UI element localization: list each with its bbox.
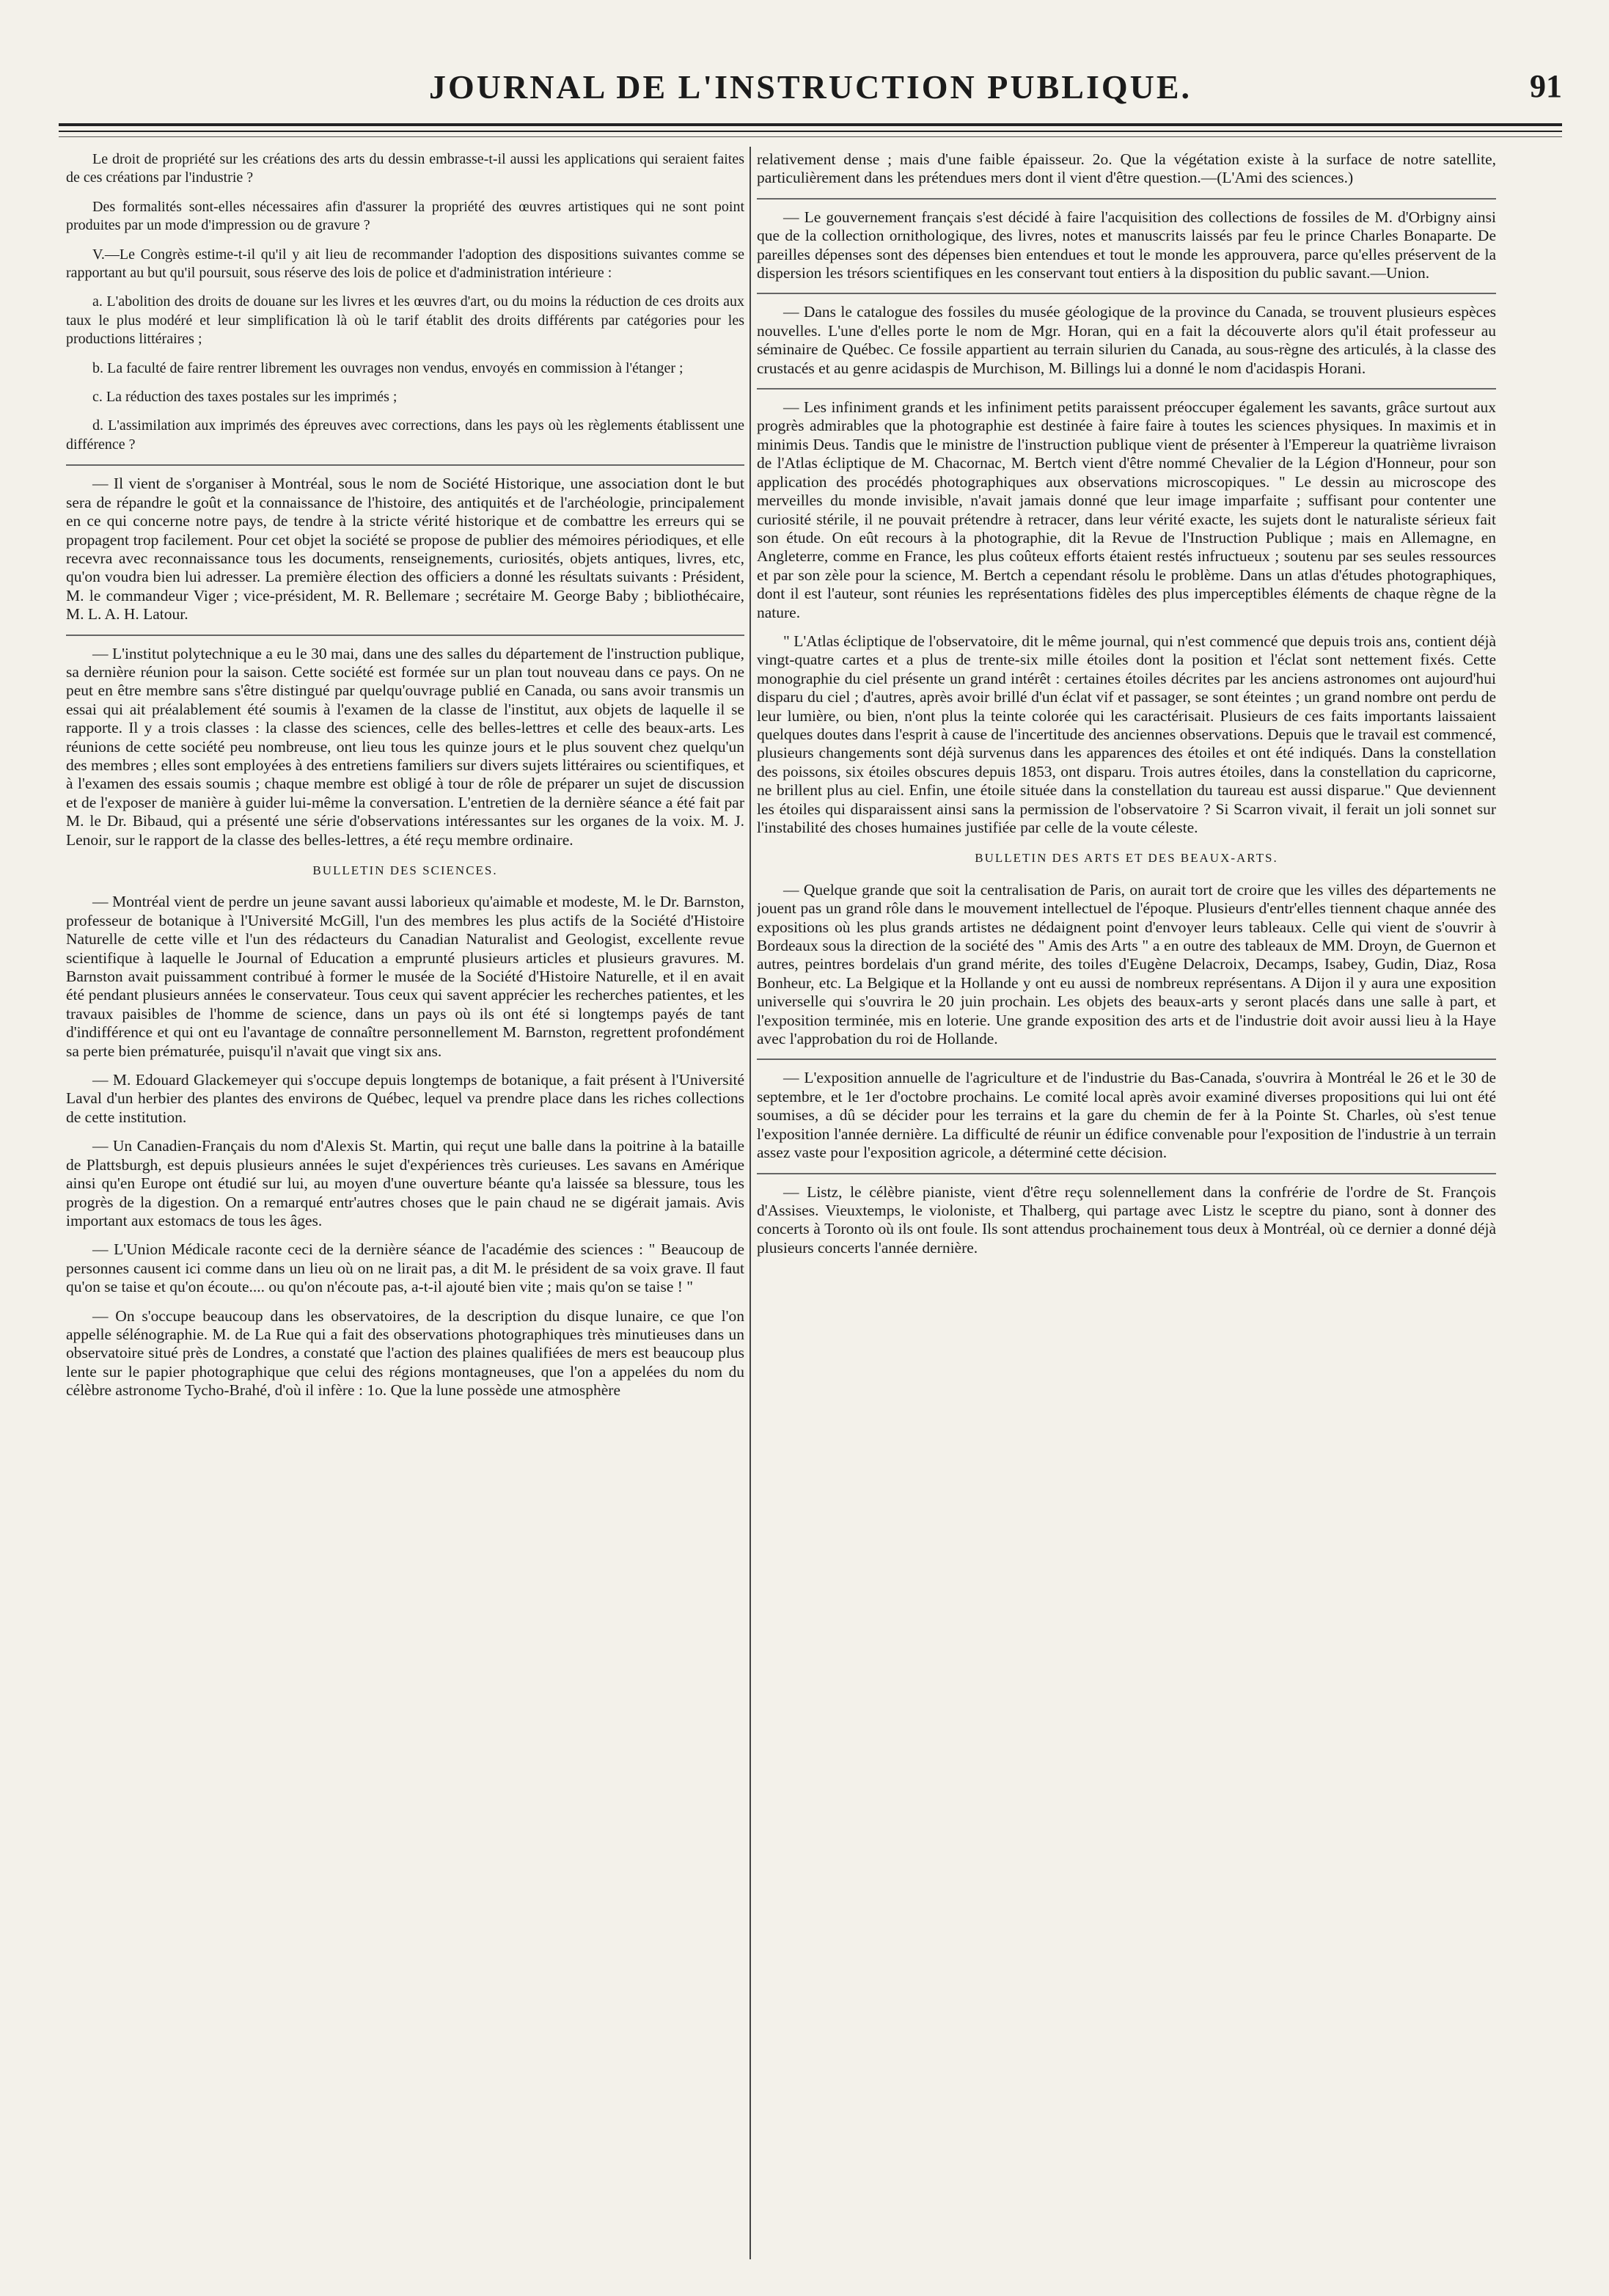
article-paragraph: — Dans le catalogue des fossiles du musée géologique de la province du Canada, se trouvent plusieurs espèces nouvelles. L'une d'elles porte le nom de Mgr. Horan, qui en a fait la découverte alors qu'il était professeur au séminaire de Québec. Ce fossile appartient au terrain silurien du Canada, au sous-règne des articulés, à la classe des crustacés et au genre acidaspis de Murchison, M. Billings lui a donné le nom d'acidaspis Horani. [757, 303, 1496, 377]
section-separator [66, 464, 744, 466]
section-separator [757, 198, 1496, 200]
article-paragraph: d. L'assimilation aux imprimés des épreuves avec corrections, dans les pays où les règlements établissent une différence ? [66, 417, 744, 453]
article-paragraph: — Montréal vient de perdre un jeune savant aussi laborieux qu'aimable et modeste, M. le Dr. Barnston, professeur de botanique à l'Université McGill, l'un des membres les plus actifs de la Société d'Histoire Naturelle de cette ville et l'un des rédacteurs du Canadian Naturalist and Geologist, excellente revue scientifique à laquelle le Journal of Education a emprunté plusieurs articles et plusieurs gravures. M. Barnston avait puissamment contribué à former le musée de la Société d'Histoire Naturelle, et il en avait été pendant plusieurs années le conservateur. Tous ceux qui savent apprécier les recherches patientes, et les travaux paisibles de l'homme de science, dans un pays où ils ont été si longtemps payés de tant d'indifférence et qui ont eu l'avantage de connaître personnellement M. Barnston, regrettent profondément sa perte bien prématurée, puisqu'il n'avait que vingt six ans. [66, 893, 744, 1060]
article-paragraph: — L'Union Médicale raconte ceci de la dernière séance de l'académie des sciences : " Beaucoup de personnes causent ici comme dans un lieu où on ne lirait pas, a dit M. le président de sa voix grave. Il faut qu'on se taise et qu'on écoute.... ou qu'on n'écoute pas, a-t-il ajouté bien vite ; mais qu'on se taise ! " [66, 1240, 744, 1296]
right-column [757, 150, 1496, 2263]
page-number: 91 [1530, 68, 1562, 104]
article-paragraph: " L'Atlas écliptique de l'observatoire, dit le même journal, qui n'est commencé que depuis trois ans, contient déjà vingt-quatre cartes et a plus de trente-six mille étoiles dont la position et l'éclat sont nettement fixés. Cette monographie du ciel présente un grand intérêt : certaines étoiles décrites par les anciens astronomes ont aujourd'hui disparu du ciel ; d'autres, après avoir brillé d'un éclat vif et passager, se sont éteintes ; un grand nombre ont perdu de leur lumière, ou bien, n'ont plus la teinte colorée qui les caractérisait. Plusieurs de ces faits importants laissaient quelques doutes dans l'esprit à cause de l'incertitude des anciennes observations. Depuis que le travail est commencé, plusieurs changements sont déjà survenus dans les apparences des étoiles et ont été indiqués. Dans la constellation des poissons, six étoiles obscures depuis 1853, ont disparu. Trois autres étoiles, dans la constellation du capricorne, ne brillent plus au ciel. Enfin, une étoile située dans la constellation du taureau est aussi disparue." Que deviennent les étoiles qui disparaissent ainsi sans la permission de l'observatoire ? Si Scarron vivait, il ferait un joli sonnet sur l'instabilité des choses humaines justifiée par celle de la voute céleste. [757, 632, 1496, 836]
section-separator [66, 635, 744, 636]
header-rule-thin [59, 131, 1562, 132]
section-heading: BULLETIN DES ARTS ET DES BEAUX-ARTS. [975, 851, 1278, 866]
header-rule-hair [59, 136, 1562, 137]
article-paragraph: — L'institut polytechnique a eu le 30 mai, dans une des salles du département de l'instruction publique, sa dernière réunion pour la saison. Cette société est formée sur un plan tout nouveau dans ce pays. On ne peut en être membre sans s'être distingué par quelqu'ouvrage publié en Canada, ou sans avoir transmis un essai qui ait préalablement été soumis à l'examen de la classe de l'institut, aux objets de laquelle il se rapporte. Il y a trois classes : la classe des sciences, celle des belles-lettres et celle des beaux-arts. Les réunions de cette société peu nombreuse, ont lieu tous les quinze jours et le plus souvent chez quelqu'un des membres ; elles sont employées à des entretiens familiers sur divers sujets littéraires ou scientifiques, et à l'examen des essais soumis ; chaque membre est obligé à tour de rôle de préparer un sujet de discussion et de l'exposer de manière à guider lui-même la conversation. L'entretien de la dernière séance a été fait par M. le Dr. Bibaud, qui a présenté une série d'observations intéressantes sur les organes de la voix. M. J. Lenoir, sur le rapport de la classe des belles-lettres, a été reçu membre ordinaire. [66, 644, 744, 849]
article-paragraph: V.—Le Congrès estime-t-il qu'il y ait lieu de recommander l'adoption des dispositions suivantes comme se rapportant au but qu'il poursuit, sous réserve des lois de police et d'administration intérieure : [66, 246, 744, 282]
article-paragraph: Des formalités sont-elles nécessaires afin d'assurer la propriété des œuvres artistiques qui ne sont point produites par un mode d'impression ou de gravure ? [66, 198, 744, 234]
article-paragraph: — Listz, le célèbre pianiste, vient d'être reçu solennellement dans la confrérie de l'ordre de St. François d'Assises. Vieuxtemps, le violoniste, et Thalberg, qui partage avec Listz le sceptre du piano, sont à donner des concerts à Toronto où ils ont foule. Ils sont attendus prochainement tous deux à Montréal, où ce dernier a donné déjà plusieurs concerts l'année dernière. [757, 1182, 1496, 1257]
article-paragraph: b. La faculté de faire rentrer librement les ouvrages non vendus, envoyés en commission à l'étanger ; [92, 359, 683, 376]
section-separator [757, 1173, 1496, 1174]
article-paragraph: — Il vient de s'organiser à Montréal, sous le nom de Société Historique, une association dont le but sera de répandre le goût et la connaissance de l'histoire, des antiquités et de l'archéologie, principalement en ce qui concerne notre pays, de tendre à la stricte vérité historique et de combattre les erreurs qui se propagent trop facilement. Pour cet objet la société se propose de publier des mémoires périodiques, et elle recevra avec reconnaissance tous les documents, renseignements, curiosités, objets antiques, livres, etc, qu'on voudra bien lui adresser. La première élection des officiers a donné les résultats suivants : Président, M. le commandeur Viger ; vice-président, M. R. Bellemare ; secrétaire M. George Baby ; bibliothécaire, M. L. A. H. Latour. [66, 475, 744, 624]
article-paragraph: — Les infiniment grands et les infiniment petits paraissent préoccuper également les savants, grâce surtout aux progrès admirables que la photographie est destinée à faire faire à toutes les sciences physiques. In maximis et in minimis Deus. Tandis que le ministre de l'instruction publique vient de présenter à l'Empereur la quatrième livraison de l'Atlas écliptique de M. Chacornac, M. Bertch vient d'être nommé Chevalier de la Légion d'Honneur, pour son application des procédés photographiques aux observations microscopiques. " Le dessin au microscope des merveilles du monde invisible, n'avait jamais donné que leur image imparfaite ; suffisant pour contenter une curiosité stérile, il ne pouvait prétendre à retracer, dans leur vérité exacte, les sujets dont le naturaliste sérieux fait son étude. On eût recours à la photographie, dit la Revue de l'Instruction Publique ; mais en Allemagne, en Angleterre, comme en France, les plus coûteux efforts étaient restés infructueux ; soutenu par ses seules ressources et par son zèle pour la science, M. Bertch a cependant résolu le problème. Dans un atlas d'études photographiques, dont il est l'auteur, sont réunies les représentations fidèles des plus imperceptibles éléments de chaque règne de la nature. [757, 398, 1496, 621]
left-column [66, 150, 744, 2263]
article-paragraph: a. L'abolition des droits de douane sur les livres et les œuvres d'art, ou du moins la réduction de ces droits aux taux le plus modéré et leur simplification là où le tarif établit des droits différents par catégories pour les productions littéraires ; [66, 293, 744, 348]
page-header [51, 51, 1569, 117]
section-heading: BULLETIN DES SCIENCES. [312, 863, 498, 877]
column-divider [749, 147, 751, 2259]
section-separator [757, 1059, 1496, 1060]
article-paragraph: c. La réduction des taxes postales sur les imprimés ; [92, 389, 397, 406]
article-paragraph: — M. Edouard Glackemeyer qui s'occupe depuis longtemps de botanique, a fait présent à l'Université Laval d'un herbier des plantes des environs de Québec, lequel va prendre place dans les riches collections de cette institution. [66, 1071, 744, 1126]
article-paragraph: — Le gouvernement français s'est décidé à faire l'acquisition des collections de fossiles de M. d'Orbigny ainsi que de la collection ornithologique, des livres, notes et manuscrits laissés par feu le prince Charles Bonaparte. De pareilles dépenses sont des dépenses bien entendues et tout le monde les approuvera, parce qu'elles préservent de la dispersion les trésors scientifiques en les conservant tout entiers à la disposition du public savant.—Union. [757, 208, 1496, 282]
section-separator [757, 293, 1496, 294]
article-paragraph: — L'exposition annuelle de l'agriculture et de l'industrie du Bas-Canada, s'ouvrira à Montréal le 26 et le 30 de septembre, et le 1er d'octobre prochains. Le comité local après avoir examiné diverses propositions qui lui ont été soumises, a dû se décider pour les terrains et la gare du chemin de fer à la Pointe St. Charles, où s'est tenue l'exposition l'année dernière. La difficulté de réunir un édifice convenable pour l'exposition de l'industrie à un terrain assez vaste pour l'exposition agricole, a déterminé cette décision. [757, 1069, 1496, 1162]
header-rule-thick [59, 123, 1562, 126]
journal-title: JOURNAL DE L'INSTRUCTION PUBLIQUE. [428, 68, 1192, 106]
article-paragraph: — On s'occupe beaucoup dans les observatoires, de la description du disque lunaire, ce que l'on appelle sélénographie. M. de La Rue qui a fait des observations photographiques très minutieuses dans un observatoire situé près de Londres, a constaté que l'action des plaines qualifiées de mers est beaucoup plus lente sur le papier photographique que celui des régions montagneuses, que l'on a appelées du nom du célèbre astronome Tycho-Brahé, d'où il infère : 1o. Que la lune possède une atmosphère [66, 1306, 744, 1400]
article-paragraph: Le droit de propriété sur les créations des arts du dessin embrasse-t-il aussi les applications qui seraient faites de ces créations par l'industrie ? [66, 151, 744, 186]
article-paragraph: — Quelque grande que soit la centralisation de Paris, on aurait tort de croire que les villes des départements ne jouent pas un grand rôle dans le mouvement intellectuel de l'époque. Plusieurs d'entr'elles tiennent chaque année des expositions où les plus grands artistes ne dédaignent point d'envoyer leurs tableaux. Celle qui vient de s'ouvrir à Bordeaux sous la direction de la société des " Amis des Arts " a en outre des tableaux de MM. Droyn, de Guernon et autres, peintres bordelais d'un grand mérite, des toiles d'Eugène Delacroix, Decamps, Isabey, Gudin, Diaz, Rosa Bonheur, etc. La Belgique et la Hollande y ont eu aussi de nombreux représentans. A Dijon il y aura une exposition universelle qui s'ouvrira le 20 juin prochain. Les objets des beaux-arts y seront placés dans une salle à part, et l'exposition terminée, mis en loterie. Une grande exposition des arts et de l'industrie doit avoir aussi lieu à la Haye avec l'approbation du roi de Hollande. [757, 880, 1496, 1048]
section-separator [757, 388, 1496, 390]
article-paragraph: relativement dense ; mais d'une faible épaisseur. 2o. Que la végétation existe à la surface de notre satellite, particulièrement dans les prétendues mers dont il vient d'être question.—(L'Ami des sciences.) [757, 150, 1496, 187]
article-paragraph: — Un Canadien-Français du nom d'Alexis St. Martin, qui reçut une balle dans la poitrine à la bataille de Plattsburgh, est depuis plusieurs années le sujet d'expériences très curieuses. Les savans en Amérique ainsi qu'en Europe ont étudié sur lui, au moyen d'une ouverture béante qu'a laissée sa blessure, tous les progrès de la digestion. On a remarqué entr'autres choses que le pain chaud ne se digérait jamais. Avis important aux estomacs de tous les âges. [66, 1137, 744, 1229]
